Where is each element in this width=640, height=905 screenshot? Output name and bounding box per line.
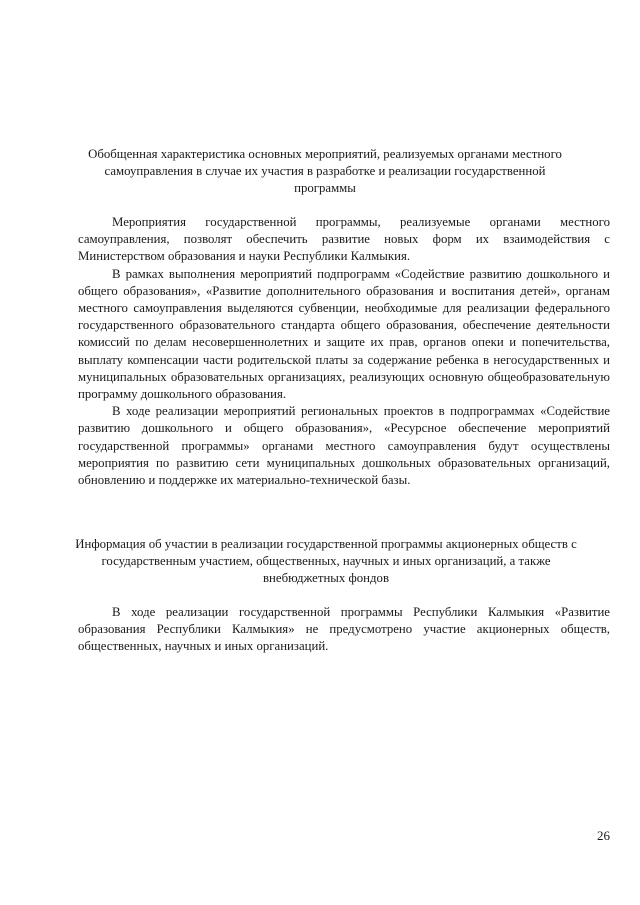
section-heading-organizations-participation: Информация об участии в реализации государственной программы акционерных обществ с государственным участием, общественных, научных и иных организаций, а также внебюджетных фондов xyxy=(75,537,577,586)
paragraph: В рамках выполнения мероприятий подпрограмм «Содействие развитию дошкольного и общего образования», «Развитие дополнительного образования и воспитания детей», органам местного самоуправления выделяются субвенции, необходимые для реализации федерального государственного образовательного стандарта общего образования, обеспечение деятельности комиссий по делам несовершеннолетних и защите их прав, органов опеки и попечительства, выплату компенсации части родительской платы за содержание ребенка в негосударственных и муниципальных образовательных организациях, реализующих основную общеобразовательную программу дошкольного образования. xyxy=(78,266,610,402)
section-body-organizations-participation xyxy=(78,604,610,656)
section-body-local-self-government xyxy=(78,214,610,489)
section-heading-local-self-government: Обобщенная характеристика основных мероприятий, реализуемых органами местного самоуправления в случае их участия в разработке и реализации государственной программы xyxy=(88,147,562,196)
page-number: 26 xyxy=(597,828,610,843)
paragraph: В ходе реализации мероприятий региональных проектов в подпрограммах «Содействие развитию дошкольного и общего образования», «Ресурсное обеспечение мероприятий государственной программы» органами местного самоуправления будут осуществлены мероприятия по развитию сети муниципальных дошкольных образовательных организаций, обновлению и поддержке их материально-технической базы. xyxy=(78,404,610,488)
paragraph: Мероприятия государственной программы, реализуемые органами местного самоуправления, позволят обеспечить развитие новых форм их взаимодействия с Министерством образования и науки Республики Калмыкия. xyxy=(78,215,610,264)
paragraph: В ходе реализации государственной программы Республики Калмыкия «Развитие образования Республики Калмыкия» не предусмотрено участие акционерных обществ, общественных, научных и иных организаций. xyxy=(78,605,610,654)
